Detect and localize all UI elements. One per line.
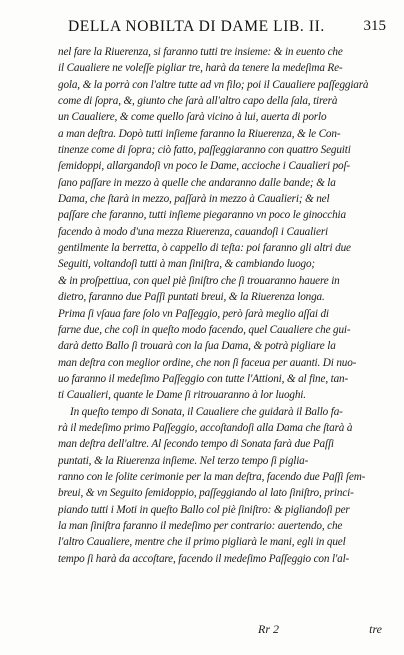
text-line: man deſtra dell'altre. Al ſecondo tempo di Sonata farà due Paſſi (58, 438, 334, 451)
text-line: man deſtra con meglior ordine, che non ſi faceua per auanti. Di nuo- (58, 356, 357, 369)
text-line: ſemidoppi, allargandoſi vn poco le Dame, accioche i Caualieri poſ- (58, 160, 351, 173)
body-text (58, 44, 382, 567)
text-line: piando tutti i Moti in queſto Ballo col piè ſiniſtro: & pigliandoſi per (58, 503, 350, 516)
text-line: uo faranno il medeſimo Paſſeggio con tutte l'Attioni, & al fine, tan- (58, 372, 349, 385)
text-line: un Caualiere, & come quello ſarà vicino à lui, auerta di porlo (58, 111, 327, 124)
page-number: 315 (363, 18, 386, 34)
text-line: ſano paſſare in mezzo à quelle che andaranno dalle bande; & la (58, 176, 336, 189)
text-line: ranno con le ſolite cerimonie per la man deſtra, facendo due Paſſi ſem- (58, 470, 366, 483)
text-line: Seguiti, voltandoſi tutti à man ſiniſtra, & cambiando luogo; (58, 258, 316, 271)
text-line: tinenze come di ſopra; ciò fatto, paſſeggiaranno con quattro Seguiti (58, 144, 351, 157)
text-line: farne due, che coſi in queſto modo facendo, quel Caualiere che gui- (58, 323, 351, 336)
text-line: tempo ſi harà da accoſtare, facendo il medeſimo Paſſeggio con l'al- (58, 552, 350, 565)
text-line: puntati, & la Riuerenza inſieme. Nel terzo tempo ſi piglia- (58, 454, 309, 467)
paragraph-start-line: In queſto tempo di Sonata, il Caualiere che guidarà il Ballo fa- (70, 405, 343, 418)
text-line: Prima ſi vſaua fare ſolo vn Paſſeggio, però ſarà meglio aſſai di (58, 307, 329, 320)
text-line: darà detto Ballo ſi trouarà con la ſua Dama, & potrà pigliare la (58, 340, 336, 353)
text-line: nel fare la Riuerenza, si faranno tutti tre insieme: & in euento che (58, 46, 343, 58)
running-title: DELLA NOBILTA DI DAME LIB. II. (68, 18, 325, 35)
text-line: a man deſtra. Dopò tutti inſieme faranno la Riuerenza, & le Con- (58, 127, 341, 140)
text-line: il Caualiere ne voleſſe pigliar tre, harà da tenere la medeſima Re- (58, 62, 343, 75)
text-line: & in proſpettiua, con quel piè ſiniſtro che ſi trouaranno hauere in (58, 274, 340, 287)
text-line: gola, & la porrà con l'altre tutte ad vn filo; poi il Caualiere paſſeggiarà (58, 78, 369, 91)
text-line: facendo à modo d'una mezza Riuerenza, cauandoſi i Caualieri (58, 225, 328, 238)
text-line: dietro, faranno due Paſſi puntati breui, & la Riuerenza longa. (58, 291, 325, 304)
page-footer (58, 622, 382, 640)
text-line: Dama, che ſtarà in mezzo, paſſarà in mezzo à Caualieri; & nel (58, 193, 330, 206)
text-line: gentilmente la berretta, ò cappello di teſta: poi faranno gli altri due (58, 242, 351, 255)
text-line: rà il medeſimo primo Paſſeggio, accoſtandoſi alla Dama che ſtarà à (58, 421, 353, 434)
signature-mark: Rr 2 (258, 622, 279, 636)
text-line: paſſare che faranno, tutti inſieme piegaranno vn poco le ginocchia (58, 209, 346, 222)
running-head (68, 18, 386, 40)
text-line: come di ſopra, &, giunto che ſarà all'altro capo della ſala, tirerà (58, 95, 338, 108)
text-line: ti Caualieri, quante le Dame ſi ritrouaranno à lor luoghi. (58, 389, 306, 402)
text-line: breui, & vn Seguito ſemidoppio, paſſeggiando al lato ſiniſtro, princi- (58, 487, 354, 500)
catchword: tre (369, 622, 382, 636)
text-line: la man ſiniſtra faranno il medeſimo per contrario: auertendo, che (58, 519, 343, 532)
text-line: l'altro Caualiere, mentre che il primo pigliarà le mani, egli in quel (58, 536, 346, 549)
